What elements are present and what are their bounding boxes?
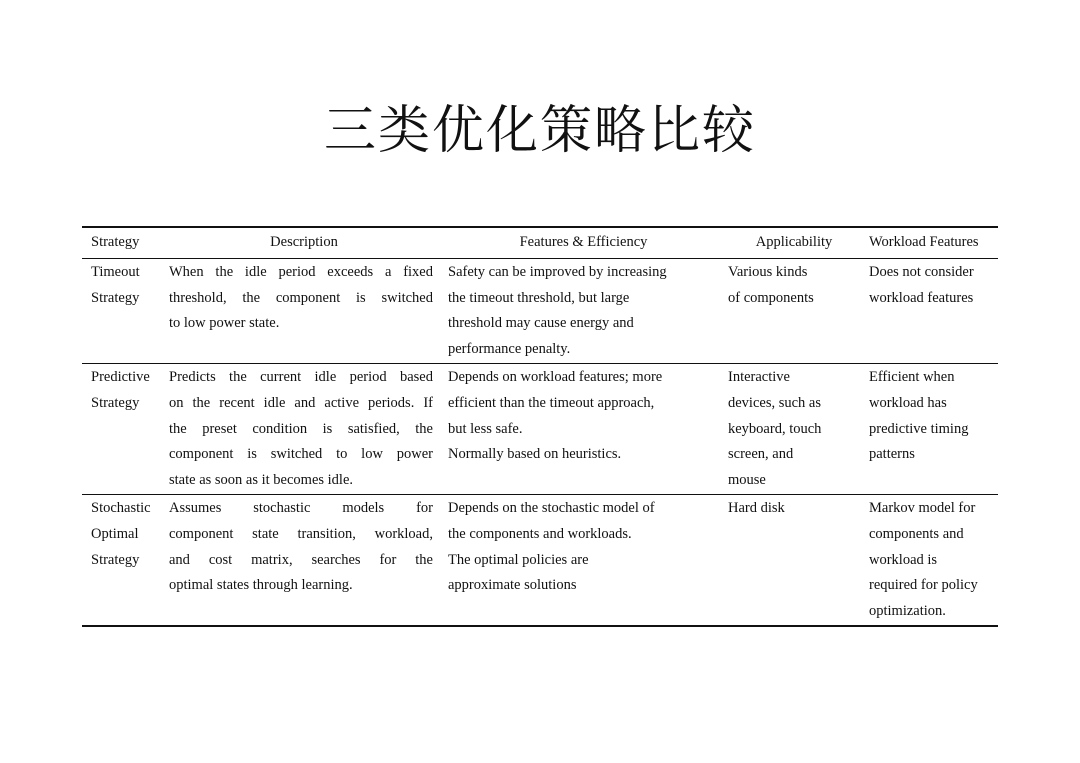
cell-line: Timeout — [91, 264, 140, 280]
cell-line: Optimal — [91, 525, 139, 542]
cell-line: Hard disk — [728, 500, 785, 517]
strategy-comparison-table — [82, 226, 998, 627]
table-header-row — [82, 227, 998, 259]
cell-line: to low power state. — [169, 315, 280, 332]
cell-line: Strategy — [91, 551, 140, 568]
cell-line: the components and workloads. — [448, 525, 632, 542]
cell-line: keyboard, touch — [728, 420, 822, 437]
cell-line: devices, such as — [728, 394, 822, 411]
cell-line: Interactive — [728, 369, 790, 386]
description-cell — [160, 259, 439, 364]
cell-line: and cost matrix, searches for the — [169, 551, 433, 568]
header-applicability: Applicability — [719, 227, 860, 259]
cell-line: optimal states through learning. — [169, 577, 353, 594]
cell-line: patterns — [869, 446, 915, 463]
workload-features-cell — [860, 364, 998, 495]
cell-line: Strategy — [91, 289, 140, 306]
cell-line: of components — [728, 289, 814, 306]
cell-line: Various kinds — [728, 264, 808, 280]
cell-line: components and — [869, 525, 964, 542]
cell-line: Stochastic — [91, 500, 151, 517]
cell-line: required for policy — [869, 577, 978, 594]
cell-line: Does not consider — [869, 264, 974, 280]
cell-line: efficient than the timeout approach, — [448, 394, 655, 411]
applicability-cell — [719, 364, 860, 495]
cell-line: Predicts the current idle period based — [169, 369, 433, 386]
cell-line: Normally based on heuristics. — [448, 446, 622, 463]
cell-line: performance penalty. — [448, 340, 571, 357]
cell-line: The optimal policies are — [448, 551, 589, 568]
cell-line: component is switched to low power — [169, 446, 433, 463]
cell-line: workload features — [869, 289, 974, 306]
cell-line: Depends on the stochastic model of — [448, 500, 655, 517]
header-strategy: Strategy — [82, 227, 160, 259]
cell-line: Assumes stochastic models for — [169, 500, 433, 517]
cell-line: the timeout threshold, but large — [448, 289, 630, 306]
cell-line: Safety can be improved by increasing — [448, 264, 667, 280]
workload-features-cell — [860, 495, 998, 626]
cell-line: Strategy — [91, 394, 140, 411]
cell-line: workload is — [869, 551, 938, 568]
header-description: Description — [160, 227, 439, 259]
cell-line: threshold, the component is switched — [169, 289, 433, 306]
header-workload-features: Workload Features — [860, 227, 998, 259]
cell-line: When the idle period exceeds a fixed — [169, 264, 433, 280]
cell-line: Predictive — [91, 369, 150, 386]
strategy-cell — [82, 259, 160, 364]
cell-line: Depends on workload features; more — [448, 369, 663, 386]
applicability-cell — [719, 495, 860, 626]
table-row — [82, 364, 998, 495]
page-title: 三类优化策略比较 — [323, 101, 756, 161]
cell-line: the preset condition is satisfied, the — [169, 420, 433, 437]
description-cell — [160, 364, 439, 495]
cell-line: workload has — [869, 394, 947, 411]
workload-features-cell — [860, 259, 998, 364]
features-cell — [439, 259, 719, 364]
cell-line: approximate solutions — [448, 577, 577, 594]
strategy-cell — [82, 364, 160, 495]
applicability-cell — [719, 259, 860, 364]
cell-line: screen, and — [728, 446, 794, 463]
description-cell — [160, 495, 439, 626]
cell-line: Efficient when — [869, 369, 955, 386]
table-row — [82, 495, 998, 626]
cell-line: component state transition, workload, — [169, 525, 433, 542]
cell-line: Markov model for — [869, 500, 976, 517]
cell-line: optimization. — [869, 602, 946, 619]
cell-line: mouse — [728, 471, 766, 488]
cell-line: threshold may cause energy and — [448, 315, 634, 332]
features-cell — [439, 364, 719, 495]
cell-line: state as soon as it becomes idle. — [169, 471, 354, 488]
strategy-cell — [82, 495, 160, 626]
cell-line: on the recent idle and active periods. If — [169, 394, 433, 411]
header-features-efficiency: Features & Efficiency — [439, 227, 719, 259]
cell-line: predictive timing — [869, 420, 969, 437]
features-cell — [439, 495, 719, 626]
cell-line: but less safe. — [448, 420, 523, 437]
table-row — [82, 259, 998, 364]
